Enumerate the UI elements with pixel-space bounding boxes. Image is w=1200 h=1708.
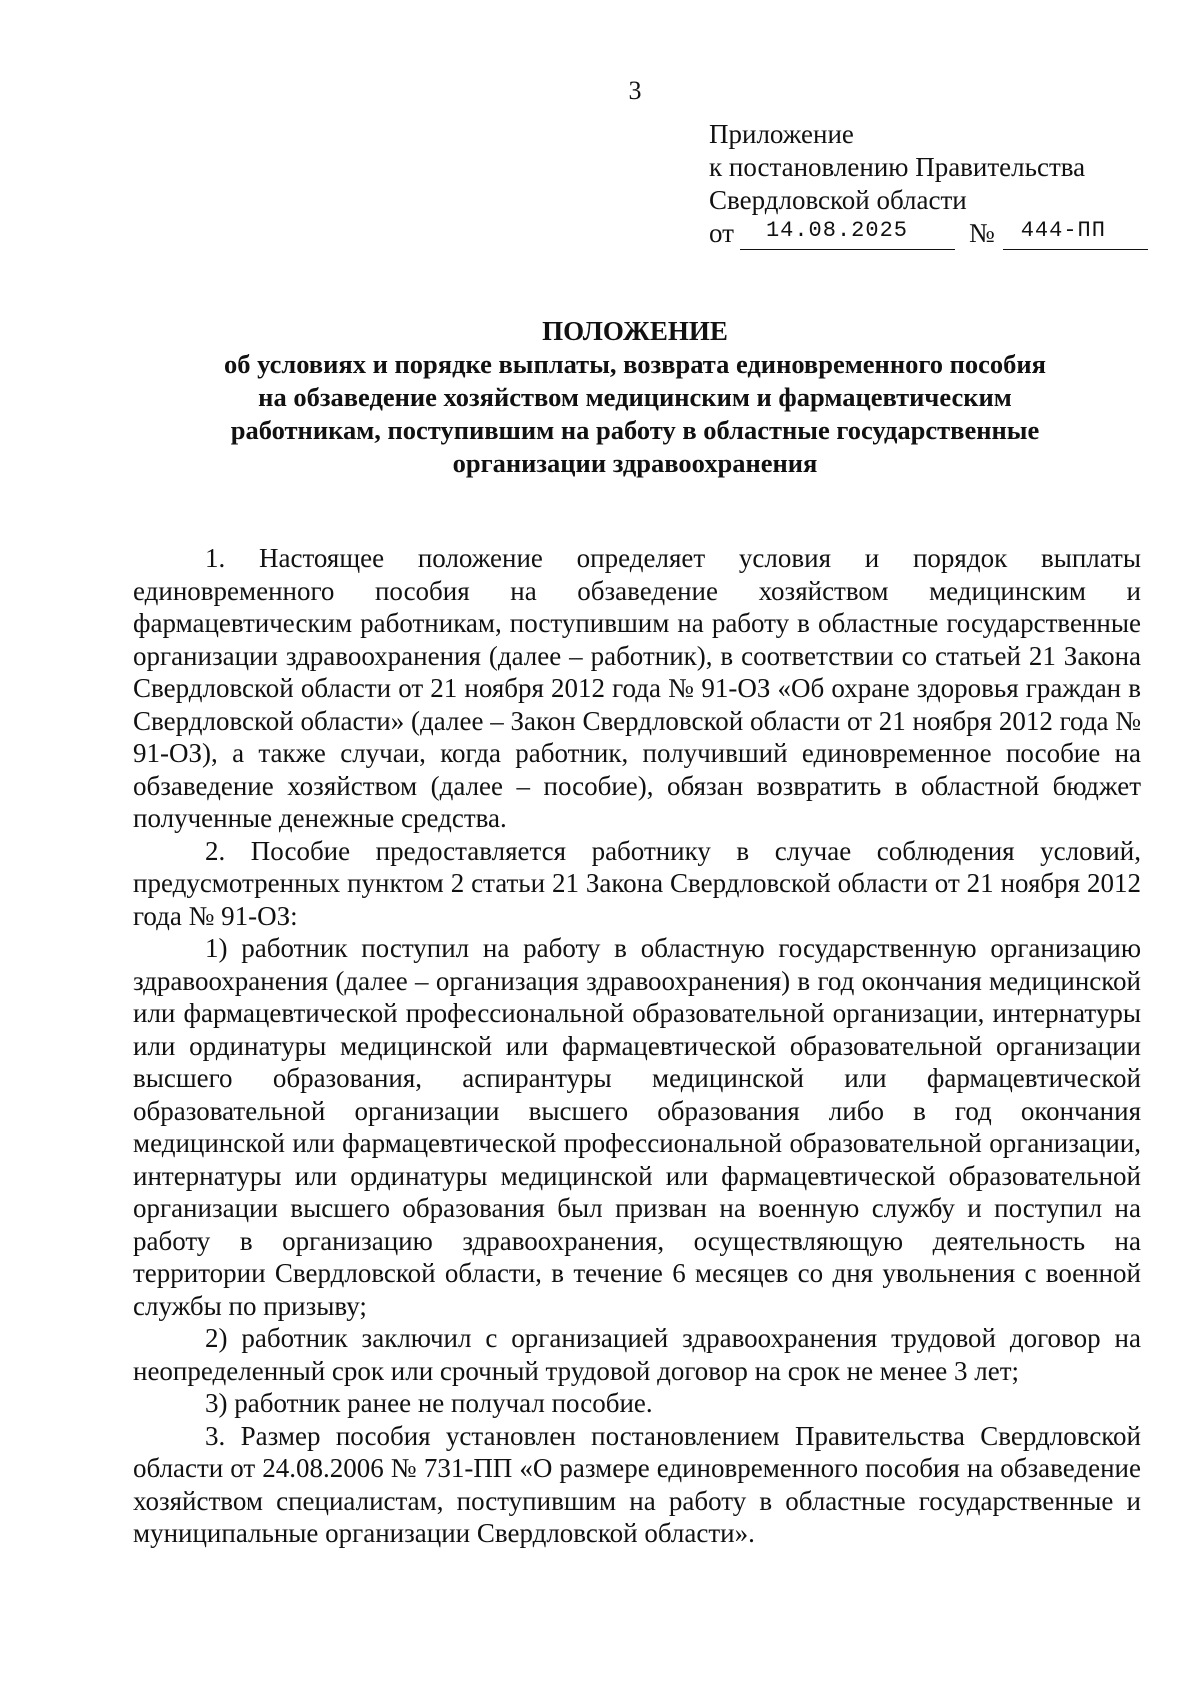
number-blank <box>1003 218 1148 250</box>
document-body <box>133 542 1141 1550</box>
paragraph-2-item-2: 2) работник заключил с организацией здравоохранения трудовой договор на неопределенный срок или срочный трудовой договор на срок не менее 3 лет; <box>133 1323 1141 1386</box>
resolution-number: 444-ПП <box>1020 218 1106 243</box>
appendix-date-row <box>709 217 1149 250</box>
title-line-2: на обзаведение хозяйством медицинским и фармацевтическим <box>258 382 1012 412</box>
paragraph-3: 3. Размер пособия установлен постановлением Правительства Свердловской области от 24.08.2006 № 731-ПП «О размере единовременного пособия на обзаведение хозяйством специалистам, поступившим на работу в областные государственные и муниципальные организации Свердловской области». <box>133 1420 1141 1548</box>
title-line-3: работникам, поступившим на работу в областные государственные <box>230 415 1040 445</box>
paragraph-2-item-1: 1) работник поступил на работу в областную государственную организацию здравоохранения (далее – организация здравоохранения) в год окончания медицинской или фармацевтической профессиональной образовательной организации, интернатуры или ординатуры медицинской или фармацевтической образовательной организации высшего образования, аспирантуры медицинской или фармацевтической образовательной организации высшего образования либо в год окончания медицинской или фармацевтической профессиональной образовательной организации, интернатуры или ординатуры медицинской или фармацевтической образовательной организации высшего образования был призван на военную службу и поступил на работу в организацию здравоохранения, осуществляющую деятельность на территории Свердловской области, в течение 6 месяцев со дня увольнения с военной службы по призыву; <box>133 933 1141 1321</box>
appendix-line-2: к постановлению Правительства <box>709 152 1086 182</box>
title-main: ПОЛОЖЕНИЕ <box>542 316 728 346</box>
title-line-4: организации здравоохранения <box>452 448 818 478</box>
date-blank <box>740 218 955 250</box>
title-line-1: об условиях и порядке выплаты, возврата единовременного пособия <box>224 349 1046 379</box>
appendix-line-3: Свердловской области <box>709 185 967 215</box>
paragraph-2-item-3: 3) работник ранее не получал пособие. <box>205 1388 653 1418</box>
appendix-line-1: Приложение <box>709 119 854 149</box>
from-label: от <box>709 218 734 248</box>
appendix-block <box>709 118 1149 250</box>
resolution-date: 14.08.2025 <box>765 218 908 243</box>
paragraph-1: 1. Настоящее положение определяет условия и порядок выплаты единовременного пособия на обзаведение хозяйством медицинским и фармацевтическим работникам, поступившим на работу в областные государственные организации здравоохранения (далее – работник), в соответствии со статьей 21 Закона Свердловской области от 21 ноября 2012 года № 91-ОЗ «Об охране здоровья граждан в Свердловской области» (далее – Закон Свердловской области от 21 ноября 2012 года № 91-ОЗ), а также случаи, когда работник, получивший единовременное пособие на обзаведение хозяйством (далее – пособие), обязан возвратить в областной бюджет полученные денежные средства. <box>133 543 1141 833</box>
document-title <box>0 314 1200 480</box>
number-label: № <box>968 218 995 248</box>
page-number: 3 <box>628 76 642 105</box>
paragraph-2: 2. Пособие предоставляется работнику в случае соблюдения условий, предусмотренных пунктом 2 статьи 21 Закона Свердловской области от 21 ноября 2012 года № 91-ОЗ: <box>133 835 1141 931</box>
